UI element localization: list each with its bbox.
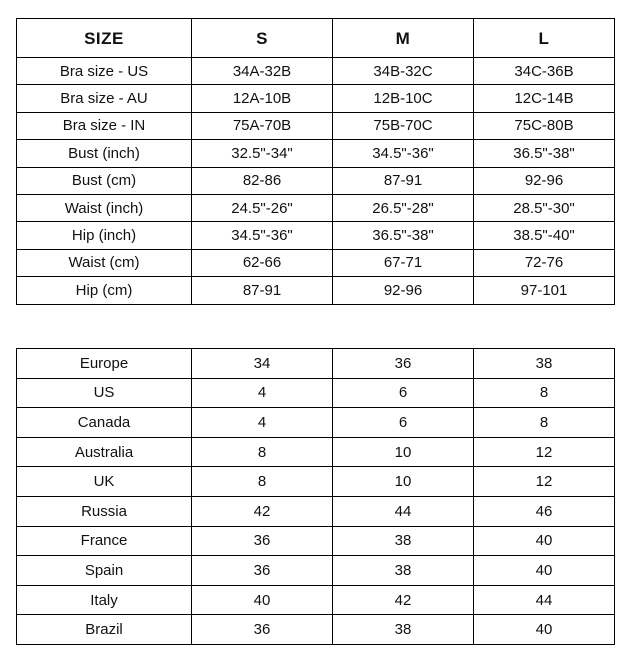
table-row xyxy=(17,112,615,139)
cell-value: 82-86 xyxy=(192,167,333,194)
cell-value: 34 xyxy=(192,349,333,379)
international-size-conversion-table xyxy=(16,348,615,645)
table-row xyxy=(17,85,615,112)
row-label: Australia xyxy=(17,437,192,467)
row-label: Russia xyxy=(17,496,192,526)
table-row xyxy=(17,58,615,85)
cell-value: 75B-70C xyxy=(333,112,474,139)
row-label: Italy xyxy=(17,585,192,615)
table-row xyxy=(17,467,615,497)
cell-value: 42 xyxy=(333,585,474,615)
cell-value: 36 xyxy=(333,349,474,379)
cell-value: 32.5"-34" xyxy=(192,140,333,167)
table-row xyxy=(17,349,615,379)
cell-value: 38 xyxy=(474,349,615,379)
header-cell-m: M xyxy=(333,19,474,58)
cell-value: 36 xyxy=(192,526,333,556)
cell-value: 36 xyxy=(192,556,333,586)
cell-value: 36 xyxy=(192,615,333,645)
cell-value: 12 xyxy=(474,467,615,497)
cell-value: 6 xyxy=(333,408,474,438)
cell-value: 67-71 xyxy=(333,249,474,276)
cell-value: 36.5"-38" xyxy=(474,140,615,167)
table-row xyxy=(17,194,615,221)
cell-value: 46 xyxy=(474,496,615,526)
row-label: Hip (inch) xyxy=(17,222,192,249)
cell-value: 8 xyxy=(192,437,333,467)
cell-value: 75C-80B xyxy=(474,112,615,139)
row-label: UK xyxy=(17,467,192,497)
cell-value: 34.5"-36" xyxy=(192,222,333,249)
table-row xyxy=(17,437,615,467)
table-row xyxy=(17,277,615,304)
row-label: France xyxy=(17,526,192,556)
table-one-body xyxy=(17,58,615,305)
row-label: Bra size - US xyxy=(17,58,192,85)
row-label: Bust (inch) xyxy=(17,140,192,167)
cell-value: 34B-32C xyxy=(333,58,474,85)
table-row xyxy=(17,615,615,645)
row-label: Bra size - AU xyxy=(17,85,192,112)
table-row xyxy=(17,378,615,408)
cell-value: 28.5"-30" xyxy=(474,194,615,221)
row-label: Spain xyxy=(17,556,192,586)
cell-value: 10 xyxy=(333,467,474,497)
table-row xyxy=(17,222,615,249)
cell-value: 92-96 xyxy=(474,167,615,194)
cell-value: 38.5"-40" xyxy=(474,222,615,249)
table-row xyxy=(17,19,615,58)
cell-value: 34A-32B xyxy=(192,58,333,85)
cell-value: 87-91 xyxy=(192,277,333,304)
cell-value: 12C-14B xyxy=(474,85,615,112)
table-row xyxy=(17,585,615,615)
cell-value: 8 xyxy=(474,378,615,408)
cell-value: 72-76 xyxy=(474,249,615,276)
cell-value: 12A-10B xyxy=(192,85,333,112)
row-label: Europe xyxy=(17,349,192,379)
cell-value: 12B-10C xyxy=(333,85,474,112)
cell-value: 40 xyxy=(474,556,615,586)
table-row xyxy=(17,556,615,586)
header-cell-size: SIZE xyxy=(17,19,192,58)
cell-value: 87-91 xyxy=(333,167,474,194)
cell-value: 4 xyxy=(192,378,333,408)
cell-value: 12 xyxy=(474,437,615,467)
cell-value: 75A-70B xyxy=(192,112,333,139)
row-label: Bust (cm) xyxy=(17,167,192,194)
cell-value: 44 xyxy=(474,585,615,615)
cell-value: 62-66 xyxy=(192,249,333,276)
cell-value: 38 xyxy=(333,615,474,645)
bra-and-body-measurements-table xyxy=(16,18,615,305)
cell-value: 42 xyxy=(192,496,333,526)
cell-value: 8 xyxy=(474,408,615,438)
cell-value: 10 xyxy=(333,437,474,467)
cell-value: 40 xyxy=(474,526,615,556)
row-label: US xyxy=(17,378,192,408)
row-label: Bra size - IN xyxy=(17,112,192,139)
cell-value: 40 xyxy=(192,585,333,615)
cell-value: 97-101 xyxy=(474,277,615,304)
cell-value: 38 xyxy=(333,556,474,586)
table-row xyxy=(17,408,615,438)
cell-value: 44 xyxy=(333,496,474,526)
cell-value: 24.5"-26" xyxy=(192,194,333,221)
cell-value: 4 xyxy=(192,408,333,438)
table-two-body xyxy=(17,349,615,645)
cell-value: 34.5"-36" xyxy=(333,140,474,167)
row-label: Waist (inch) xyxy=(17,194,192,221)
table-row xyxy=(17,140,615,167)
cell-value: 92-96 xyxy=(333,277,474,304)
cell-value: 6 xyxy=(333,378,474,408)
cell-value: 38 xyxy=(333,526,474,556)
cell-value: 34C-36B xyxy=(474,58,615,85)
cell-value: 26.5"-28" xyxy=(333,194,474,221)
table-one-header xyxy=(17,19,615,58)
table-row xyxy=(17,167,615,194)
cell-value: 36.5"-38" xyxy=(333,222,474,249)
cell-value: 8 xyxy=(192,467,333,497)
header-cell-l: L xyxy=(474,19,615,58)
row-label: Canada xyxy=(17,408,192,438)
cell-value: 40 xyxy=(474,615,615,645)
row-label: Waist (cm) xyxy=(17,249,192,276)
table-row xyxy=(17,496,615,526)
row-label: Hip (cm) xyxy=(17,277,192,304)
table-row xyxy=(17,249,615,276)
header-cell-s: S xyxy=(192,19,333,58)
table-row xyxy=(17,526,615,556)
row-label: Brazil xyxy=(17,615,192,645)
